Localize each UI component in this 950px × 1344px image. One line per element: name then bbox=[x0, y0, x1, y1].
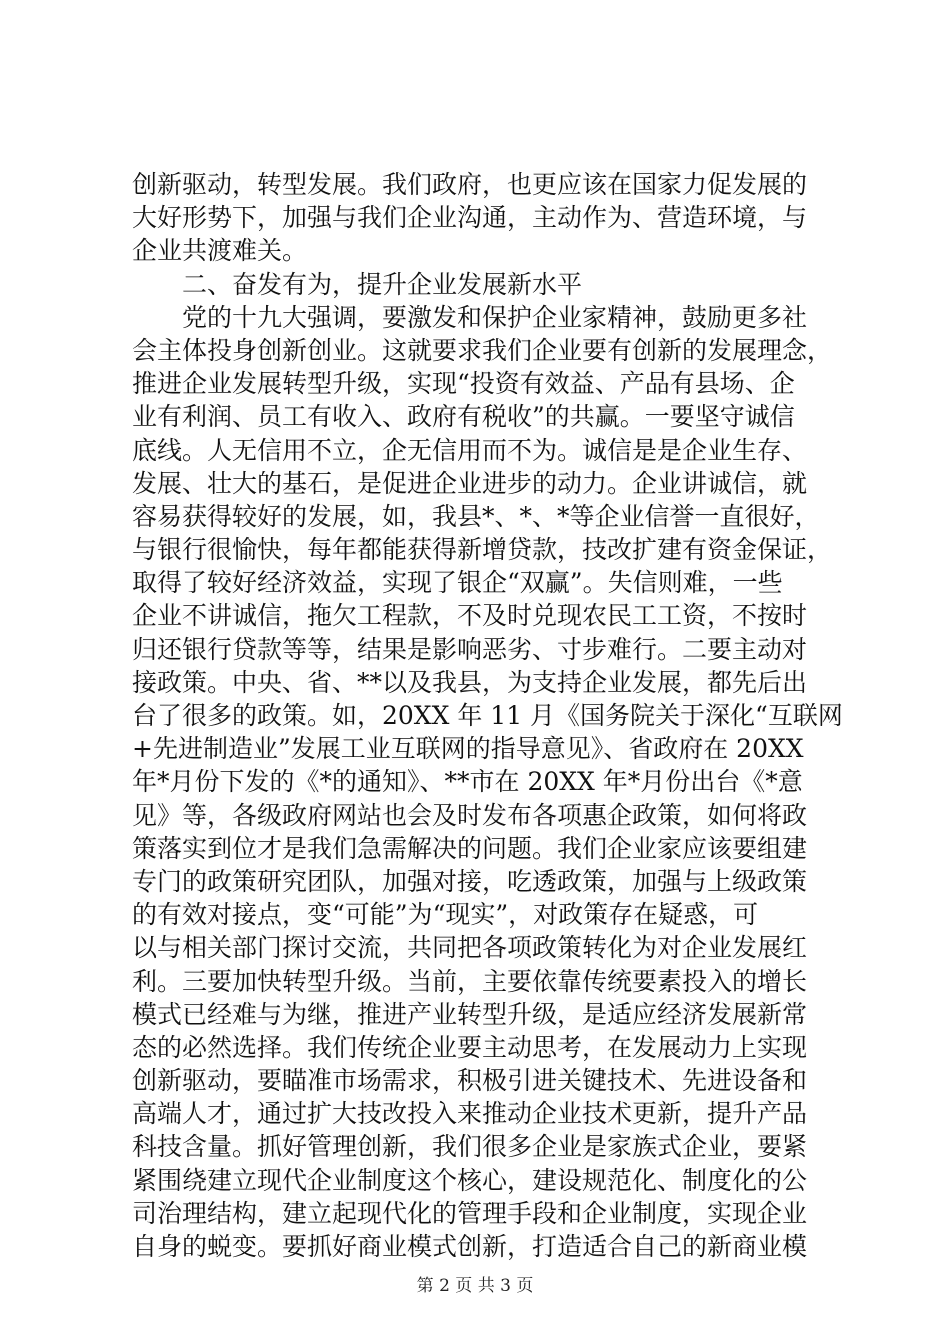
text-line: 企业共渡难关。 bbox=[132, 236, 308, 266]
text-line: 推进企业发展转型升级，实现“投资有效益、产品有县场、企 bbox=[132, 369, 795, 399]
page-number-footer: 第 2 页 共 3 页 bbox=[416, 1276, 534, 1296]
text-line: 自身的蜕变。要抓好商业模式创新，打造适合自己的新商业模 bbox=[132, 1232, 808, 1261]
text-line: 与银行很愉快，每年都能获得新增贷款，技改扩建有资金保证， bbox=[132, 535, 833, 565]
text-line: 以与相关部门探讨交流，共同把各项政策转化为对企业发展红 bbox=[132, 933, 808, 963]
text-line: 策落实到位才是我们急需解决的问题。我们企业家应该要组建 bbox=[132, 833, 808, 863]
text-line: 紧围绕建立现代企业制度这个核心，建设规范化、制度化的公 bbox=[132, 1165, 808, 1195]
text-line: 年*月份下发的《*的通知》、**市在 20XX 年*月份出台《*意 bbox=[132, 767, 803, 797]
text-line: 台了很多的政策。如，20XX 年 11 月《国务院关于深化“互联网 bbox=[132, 701, 843, 730]
text-line: +先进制造业”发展工业互联网的指导意见》、省政府在 20XX bbox=[132, 734, 804, 764]
section-heading: 二、奋发有为，提升企业发展新水平 bbox=[132, 269, 583, 299]
text-line: 取得了较好经济效益，实现了银企“双赢”。失信则难，一些 bbox=[132, 568, 783, 598]
text-line: 会主体投身创新创业。这就要求我们企业要有创新的发展理念， bbox=[132, 335, 833, 365]
text-line: 专门的政策研究团队，加强对接，吃透政策，加强与上级政策 bbox=[132, 866, 808, 896]
text-line: 发展、壮大的基石，是促进企业进步的动力。企业讲诚信，就 bbox=[132, 468, 808, 498]
text-line: 高端人才，通过扩大技改投入来推动企业技术更新，提升产品 bbox=[132, 1099, 808, 1129]
document-body bbox=[132, 168, 843, 1263]
text-line: 创新驱动，要瞄准市场需求，积极引进关键技术、先进设备和 bbox=[132, 1066, 808, 1096]
text-line: 利。三要加快转型升级。当前，主要依靠传统要素投入的增长 bbox=[132, 966, 808, 996]
text-line: 归还银行贷款等等，结果是影响恶劣、寸步难行。二要主动对 bbox=[132, 634, 808, 664]
text-line: 底线。人无信用不立，企无信用而不为。诚信是是企业生存、 bbox=[132, 435, 808, 465]
text-line: 党的十九大强调，要激发和保护企业家精神，鼓励更多社 bbox=[132, 302, 808, 332]
text-line: 业有利润、员工有收入、政府有税收”的共赢。一要坚守诚信 bbox=[132, 402, 795, 432]
text-line: 大好形势下，加强与我们企业沟通，主动作为、营造环境，与 bbox=[132, 203, 808, 233]
text-line: 见》等，各级政府网站也会及时发布各项惠企政策，如何将政 bbox=[132, 800, 808, 830]
text-line: 模式已经难与为继，推进产业转型升级，是适应经济发展新常 bbox=[132, 999, 808, 1029]
text-line: 的有效对接点，变“可能”为“现实”，对政策存在疑惑，可 bbox=[132, 900, 759, 930]
text-line: 创新驱动，转型发展。我们政府，也更应该在国家力促发展的 bbox=[132, 170, 808, 199]
text-line: 态的必然选择。我们传统企业要主动思考，在发展动力上实现 bbox=[132, 1032, 808, 1062]
text-line: 司治理结构，建立起现代化的管理手段和企业制度，实现企业 bbox=[132, 1198, 808, 1228]
text-line: 企业不讲诚信，拖欠工程款，不及时兑现农民工工资，不按时 bbox=[132, 601, 808, 631]
text-line: 容易获得较好的发展，如，我县*、*、*等企业信誉一直很好， bbox=[132, 501, 820, 531]
text-line: 接政策。中央、省、**以及我县，为支持企业发展，都先后出 bbox=[132, 667, 808, 697]
text-line: 科技含量。抓好管理创新，我们很多企业是家族式企业，要紧 bbox=[132, 1132, 808, 1162]
